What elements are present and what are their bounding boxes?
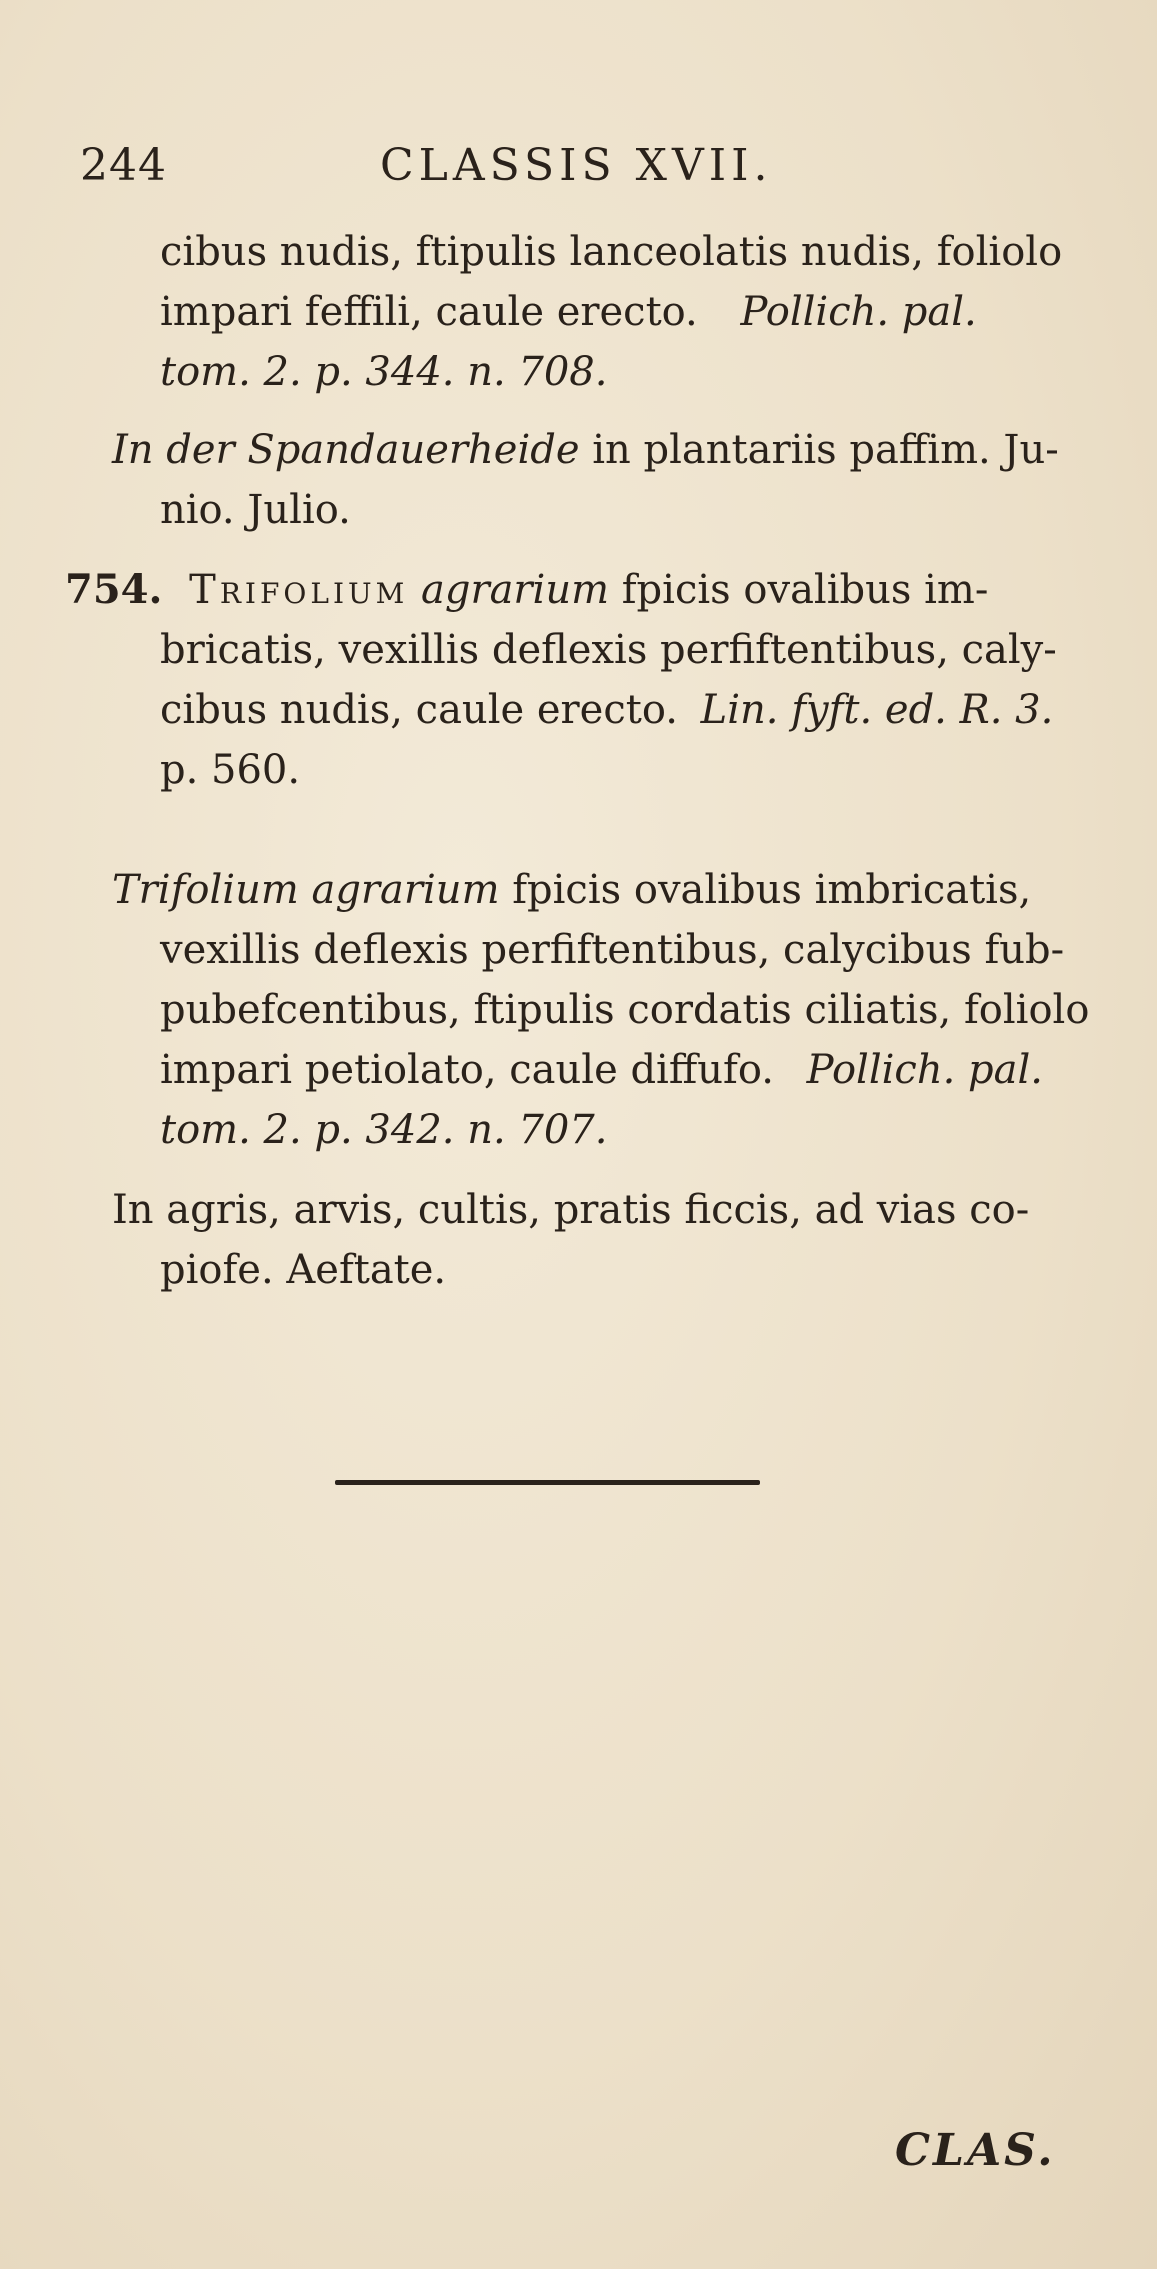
citation: Pollich. pal. [740,289,977,335]
page-number: 244 [80,140,167,191]
genus-name: Trifolium [189,567,409,613]
section-rule [335,1480,760,1485]
text-line: piofe. Aeftate. [160,1247,447,1293]
text-line: p. 560. [160,747,301,793]
text-line: bricatis, vexillis deflexis perfiftentibus, caly- [160,627,1057,673]
catchword: CLAS. [895,2125,1056,2176]
citation: tom. 2. p. 344. n. 708. [160,349,608,395]
habitat-line: In agris, arvis, cultis, pratis ficcis, ad vias co- [112,1187,1030,1233]
text-line: vexillis deflexis perfiftentibus, calycibus fub- [160,927,1065,973]
citation: tom. 2. p. 342. n. 707. [160,1107,608,1153]
text-line: nio. Julio. [160,487,351,533]
entry-heading: 754. Trifolium agrarium fpicis ovalibus im- [65,566,989,613]
habitat-line: In der Spandauerheide in plantariis paffim. Ju- [112,427,1059,473]
text-line: pubefcentibus, ftipulis cordatis ciliatis, foliolo [160,987,1090,1033]
text-line: impari feffili, caule erecto. Pollich. pal. [160,289,977,335]
entry-number: 754. [65,566,163,613]
text-line: impari petiolato, caule diffufo. Pollich. pal. [160,1047,1043,1093]
page-header [80,140,1100,200]
text-line: cibus nudis, caule erecto. Lin. fyft. ed. R. 3. [160,687,1054,733]
running-head: CLASSIS XVII. [380,140,773,191]
synonym-line: Trifolium agrarium fpicis ovalibus imbricatis, [112,867,1032,913]
citation: Lin. fyft. ed. R. 3. [700,687,1054,733]
species-name: agrarium [421,567,610,613]
text-line: cibus nudis, ftipulis lanceolatis nudis, foliolo [160,229,1063,275]
citation: Pollich. pal. [806,1047,1043,1093]
